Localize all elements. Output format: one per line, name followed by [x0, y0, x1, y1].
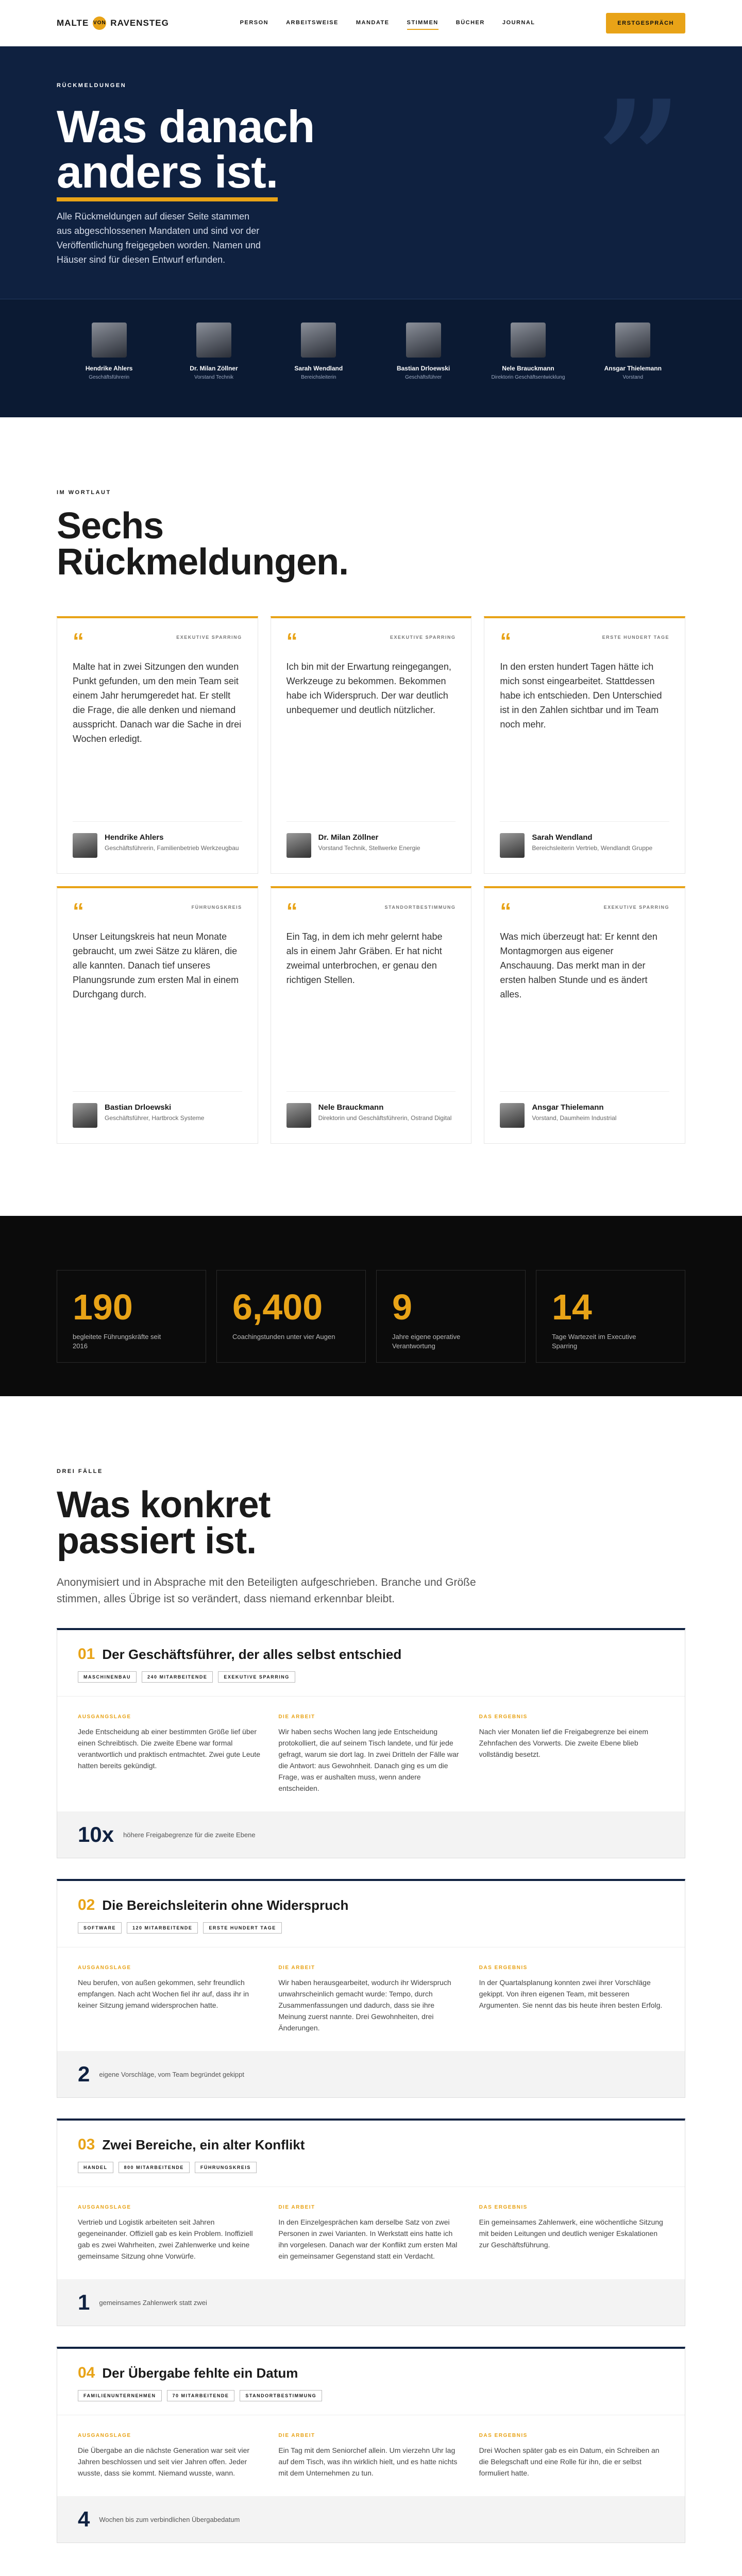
- case-metric-note: eigene Vorschläge, vom Team begründet gekippt: [99, 2070, 244, 2078]
- testimonials-title: [57, 505, 685, 583]
- hero-title-line2: anders ist.: [57, 146, 278, 201]
- stat-label: Tage Wartezeit im Executive Sparring: [552, 1333, 636, 1350]
- hero-title: [57, 101, 685, 197]
- case-result: Ein gemeinsames Zahlenwerk, eine wöchentliche Sitzung mit beiden Leitungen und deutlich weniger Eskalationen zur Geschäftsführung.: [479, 2218, 663, 2249]
- col-label: DAS ERGEBNIS: [479, 1965, 528, 1971]
- col-label: AUSGANGSLAGE: [78, 1965, 131, 1971]
- testimonial-text: Malte hat in zwei Sitzungen den wunden Punkt gefunden, um den mein Team seit einem Jahr herumgeredet hat. Er stellt die Frage, die alle denken und niemand ausspricht. Danach war die Sache in drei Wochen erledigt.: [73, 662, 242, 744]
- case-situation: Jede Entscheidung ab einer bestimmten Größe lief über einen Schreibtisch. Die zweite Ebene war formal verantwortlich und praktisch entmachtet. Zwei gute Leute hatten bereits gekündigt.: [78, 1727, 261, 1770]
- quote-icon: “: [286, 629, 298, 654]
- quote-icon: “: [500, 629, 512, 654]
- person-name: Ansgar Thielemann: [604, 365, 662, 372]
- testimonial-name: Nele Brauckmann: [318, 1103, 384, 1112]
- case-number: 01: [78, 1646, 95, 1663]
- person-role: Vorstand: [622, 375, 644, 380]
- stat-label: Coachingstunden unter vier Augen: [232, 1333, 335, 1341]
- hero-text: Alle Rückmeldungen auf dieser Seite stammen aus abgeschlossenen Mandaten und sind vor der Veröffentlichung freigegeben worden. Namen und Häuser sind für diesen Entwurf erfunden.: [57, 211, 261, 265]
- quote-icon: “: [73, 899, 84, 924]
- avatar: [73, 833, 97, 858]
- testimonial-role: Geschäftsführerin, Familienbetrieb Werkzeugbau: [105, 844, 239, 852]
- person-card[interactable]: [71, 323, 148, 381]
- case-title: Der Übergabe fehlte ein Datum: [102, 2365, 298, 2381]
- testimonial-card: [57, 616, 258, 874]
- case-tag: STANDORTBESTIMMUNG: [240, 2390, 322, 2401]
- person-role: Direktorin Geschäftsentwicklung: [491, 375, 565, 380]
- quote-mark-icon: ”: [590, 62, 685, 278]
- testimonial-role: Bereichsleiterin Vertrieb, Wendlandt Gruppe: [532, 844, 653, 852]
- logo-left: MALTE: [57, 18, 89, 28]
- testimonial-tag: EXEKUTIVE SPARRING: [603, 905, 669, 910]
- person-card[interactable]: [490, 323, 567, 381]
- col-label: DAS ERGEBNIS: [479, 2433, 528, 2438]
- cases-section: [0, 1396, 742, 2576]
- case-tag: 70 MITARBEITENDE: [167, 2390, 235, 2401]
- person-card[interactable]: [385, 323, 462, 381]
- logo-right: RAVENSTEG: [110, 18, 169, 28]
- col-label: DAS ERGEBNIS: [479, 2205, 528, 2210]
- stat-card: [376, 1270, 526, 1363]
- case-number: 02: [78, 1896, 95, 1913]
- hero: [0, 46, 742, 417]
- testimonial-text: Was mich überzeugt hat: Er kennt den Montagmorgen aus eigener Anschauung. Das merkt man in der ersten halben Stunde und es ändert alles.: [500, 931, 657, 999]
- case-metric: 2: [78, 2062, 90, 2086]
- avatar: [196, 323, 231, 358]
- testimonial-card: [271, 886, 472, 1144]
- person-role: Bereichsleiterin: [301, 375, 336, 380]
- case-number: 03: [78, 2136, 95, 2153]
- case-situation: Neu berufen, von außen gekommen, sehr freundlich empfangen. Nach acht Wochen fiel ihr auf, dass ihr in keiner Sitzung jemand widersprochen hatte.: [78, 1978, 249, 2009]
- header-cta-button[interactable]: ERSTGESPRÄCH: [606, 13, 685, 33]
- site-header: [0, 0, 742, 46]
- stat-label: Jahre eigene operative Verantwortung: [392, 1333, 461, 1350]
- col-label: DIE ARBEIT: [278, 2205, 315, 2210]
- case-tag: 800 MITARBEITENDE: [119, 2162, 190, 2173]
- nav-item-person[interactable]: PERSON: [240, 19, 269, 26]
- case-card: [57, 1879, 685, 2098]
- avatar: [615, 323, 650, 358]
- testimonial-card: [484, 616, 685, 874]
- quote-icon: “: [286, 899, 298, 924]
- hero-title-line1: Was danach: [57, 101, 315, 152]
- stat-label: begleitete Führungskräfte seit 2016: [73, 1333, 161, 1350]
- quote-icon: “: [500, 899, 512, 924]
- quote-icon: “: [73, 629, 84, 654]
- title-line1: Sechs: [57, 505, 164, 547]
- people-strip: [0, 299, 742, 417]
- case-work: Ein Tag mit dem Seniorchef allein. Um vierzehn Uhr lag auf dem Tisch, was ihn wirklich hielt, und es hatte nichts mit dem Unternehmen zu tun.: [278, 2446, 458, 2477]
- avatar: [286, 1103, 311, 1128]
- person-role: Geschäftsführer: [405, 375, 442, 380]
- person-name: Sarah Wendland: [294, 365, 343, 372]
- nav-item-mandate[interactable]: MANDATE: [356, 19, 390, 26]
- case-work: In den Einzelgesprächen kam derselbe Satz von zwei Personen in zwei Varianten. In Werkstatt eins hatte ich ihn vorgelesen. Danach war der Konflikt zum ersten Mal ein gemeinsamer Gegenstand statt ein Verdacht.: [278, 2218, 458, 2260]
- person-name: Dr. Milan Zöllner: [190, 365, 238, 372]
- col-label: DIE ARBEIT: [278, 1965, 315, 1971]
- case-metric-note: höhere Freigabegrenze für die zweite Ebene: [123, 1831, 256, 1839]
- col-label: AUSGANGSLAGE: [78, 2433, 131, 2438]
- case-result: Nach vier Monaten lief die Freigabegrenze bei einem Zehnfachen des Vorwerts. Die zweite Ebene blieb vollständig besetzt.: [479, 1727, 649, 1758]
- title-line1: Was konkret: [57, 1484, 271, 1526]
- avatar: [500, 833, 525, 858]
- testimonial-role: Geschäftsführer, Hartbrock Systeme: [105, 1114, 205, 1122]
- col-label: AUSGANGSLAGE: [78, 1714, 131, 1720]
- case-result: Drei Wochen später gab es ein Datum, ein Schreiben an die Belegschaft und eine Rolle für ihn, die er selbst formuliert hatte.: [479, 2446, 660, 2477]
- stat-value: 190: [73, 1287, 133, 1327]
- case-work: Wir haben sechs Wochen lang jede Entscheidung protokolliert, die auf seinem Tisch landete, und für jede gefragt, warum sie dort lag. In zwei Dritteln der Fälle war die Antwort: aus Gewohnheit. Danach ging es um die Frage, was er aushalten muss, wenn andere entscheiden.: [278, 1727, 459, 1792]
- testimonial-text: Ein Tag, in dem ich mehr gelernt habe als in einem Jahr Gräben. Er hat nicht zweimal unterbrochen, er genau den richtigen Stellen.: [286, 931, 443, 985]
- testimonial-role: Vorstand, Daumheim Industrial: [532, 1114, 617, 1122]
- case-number: 04: [78, 2364, 95, 2381]
- testimonials-eyebrow: IM WORTLAUT: [57, 489, 111, 496]
- col-label: AUSGANGSLAGE: [78, 2205, 131, 2210]
- logo-mark: VON: [93, 16, 106, 30]
- person-card[interactable]: [175, 323, 252, 381]
- case-metric: 1: [78, 2290, 90, 2314]
- stat-card: [57, 1270, 206, 1363]
- testimonial-tag: FÜHRUNGSKREIS: [191, 905, 242, 910]
- case-title: Die Bereichsleiterin ohne Widerspruch: [102, 1897, 349, 1913]
- case-situation: Die Übergabe an die nächste Generation war seit vier Jahren beschlossen und seit vier Jahren offen. Jeder wusste, dass sie kommt. Niemand wusste, wann.: [78, 2446, 250, 2477]
- case-tag: FAMILIENUNTERNEHMEN: [78, 2390, 162, 2401]
- case-result: In der Quartalsplanung konnten zwei ihrer Vorschläge gekippt. Von ihren eigenen Team, mit besseren Argumenten. Sie nennt das bis heute ihren besten Erfolg.: [479, 1978, 663, 2009]
- testimonial-text: In den ersten hundert Tagen hätte ich mich sonst eingearbeitet. Stattdessen habe ich entschieden. Den Unterschied ist in den Zahlen sichtbar und im Team noch mehr.: [500, 662, 662, 730]
- person-name: Bastian Drloewski: [396, 365, 450, 372]
- testimonial-role: Vorstand Technik, Stellwerke Energie: [318, 844, 420, 852]
- title-line2: passiert ist.: [57, 1520, 257, 1562]
- case-title: Der Geschäftsführer, der alles selbst entschied: [102, 1647, 402, 1662]
- case-tag: 120 MITARBEITENDE: [127, 1922, 198, 1934]
- nav-item-journal[interactable]: JOURNAL: [502, 19, 535, 26]
- col-label: DIE ARBEIT: [278, 1714, 315, 1720]
- case-metric-note: Wochen bis zum verbindlichen Übergabedatum: [99, 2515, 240, 2523]
- testimonial-card: [271, 616, 472, 874]
- testimonial-name: Ansgar Thielemann: [532, 1103, 604, 1112]
- testimonial-card: [484, 886, 685, 1144]
- testimonial-name: Sarah Wendland: [532, 833, 593, 842]
- stats-band: [0, 1216, 742, 1396]
- case-metric: 4: [78, 2507, 90, 2531]
- case-tag: HANDEL: [78, 2162, 113, 2173]
- avatar: [73, 1103, 97, 1128]
- title-line2: Rückmeldungen.: [57, 541, 349, 583]
- testimonial-tag: EXEKUTIVE SPARRING: [390, 635, 456, 640]
- case-metric-note: gemeinsames Zahlenwerk statt zwei: [99, 2298, 207, 2307]
- person-card[interactable]: [594, 323, 671, 381]
- nav-item-arbeitsweise[interactable]: ARBEITSWEISE: [286, 19, 339, 26]
- testimonial-tag: STANDORTBESTIMMUNG: [384, 905, 456, 910]
- avatar: [500, 1103, 525, 1128]
- case-tags: [78, 1671, 664, 1683]
- case-tag: ERSTE HUNDERT TAGE: [203, 1922, 281, 1934]
- testimonial-text: Unser Leitungskreis hat neun Monate gebraucht, um zwei Sätze zu klären, die alle kannten. Danach tief unseres Planungsrunde zum ersten Mal in einem Durchgang durch.: [73, 931, 239, 999]
- case-metric: 10x: [78, 1822, 114, 1846]
- testimonial-tag: EXEKUTIVE SPARRING: [176, 635, 242, 640]
- avatar: [406, 323, 441, 358]
- avatar: [511, 323, 546, 358]
- case-tags: [78, 2162, 664, 2173]
- testimonial-tag: ERSTE HUNDERT TAGE: [602, 635, 669, 640]
- testimonial-card: [57, 886, 258, 1144]
- case-card: [57, 1628, 685, 1858]
- testimonial-role: Direktorin und Geschäftsführerin, Ostrand Digital: [318, 1114, 452, 1122]
- main-nav: [240, 16, 535, 30]
- person-role: Vorstand Technik: [194, 375, 233, 380]
- case-card: [57, 2119, 685, 2326]
- person-name: Hendrike Ahlers: [85, 365, 133, 372]
- stat-value: 14: [552, 1287, 592, 1327]
- logo[interactable]: [57, 16, 169, 30]
- case-tags: [78, 2390, 664, 2401]
- testimonials-section: [0, 417, 742, 1216]
- person-card[interactable]: [280, 323, 357, 381]
- case-situation: Vertrieb und Logistik arbeiteten seit Jahren gegeneinander. Offiziell gab es kein Problem. Inoffiziell gab es zwei Wahrheiten, zwei Zahlenwerke und keine gemeinsame Sitzung ohne Vorwürfe.: [78, 2218, 253, 2260]
- case-tag: 240 MITARBEITENDE: [142, 1671, 213, 1683]
- stat-value: 6,400: [232, 1287, 323, 1327]
- stat-card: [216, 1270, 366, 1363]
- case-tag: MASCHINENBAU: [78, 1671, 137, 1683]
- case-tag: FÜHRUNGSKREIS: [195, 2162, 257, 2173]
- stat-card: [536, 1270, 685, 1363]
- col-label: DIE ARBEIT: [278, 2433, 315, 2438]
- cases-intro-text: Anonymisiert und in Absprache mit den Beteiligten aufgeschrieben. Branche und Größe stimmen, alles Übrige ist so verändert, dass niemand erkennbar bleibt.: [57, 1577, 476, 1605]
- avatar: [286, 833, 311, 858]
- nav-item-stimmen[interactable]: STIMMEN: [407, 16, 439, 30]
- case-tags: [78, 1922, 664, 1934]
- case-title: Zwei Bereiche, ein alter Konflikt: [102, 2137, 305, 2153]
- case-tag: EXEKUTIVE SPARRING: [218, 1671, 295, 1683]
- hero-eyebrow: RÜCKMELDUNGEN: [57, 82, 127, 89]
- case-work: Wir haben herausgearbeitet, wodurch ihr Widerspruch unwahrscheinlich gemacht wurde: Tempo, durch Zusammenfassungen und dadurch, dass sie ihre Meinung zuerst nannte. Drei Gewohnheiten, drei Änderungen.: [278, 1978, 451, 2032]
- testimonial-name: Dr. Milan Zöllner: [318, 833, 379, 842]
- cases-title: [57, 1484, 685, 1562]
- col-label: DAS ERGEBNIS: [479, 1714, 528, 1720]
- case-tag: SOFTWARE: [78, 1922, 122, 1934]
- avatar: [92, 323, 127, 358]
- avatar: [301, 323, 336, 358]
- cases-eyebrow: DREI FÄLLE: [57, 1468, 103, 1475]
- testimonial-text: Ich bin mit der Erwartung reingegangen, Werkzeuge zu bekommen. Bekommen habe ich Widerspruch. Der war deutlich unbequemer und deutlich nützlicher.: [286, 662, 451, 715]
- testimonial-name: Bastian Drloewski: [105, 1103, 172, 1112]
- person-role: Geschäftsführerin: [89, 375, 130, 380]
- nav-item-buecher[interactable]: BÜCHER: [456, 19, 485, 26]
- testimonial-grid: [57, 616, 685, 1144]
- stat-value: 9: [392, 1287, 412, 1327]
- testimonial-name: Hendrike Ahlers: [105, 833, 164, 842]
- person-name: Nele Brauckmann: [502, 365, 554, 372]
- case-card: [57, 2347, 685, 2543]
